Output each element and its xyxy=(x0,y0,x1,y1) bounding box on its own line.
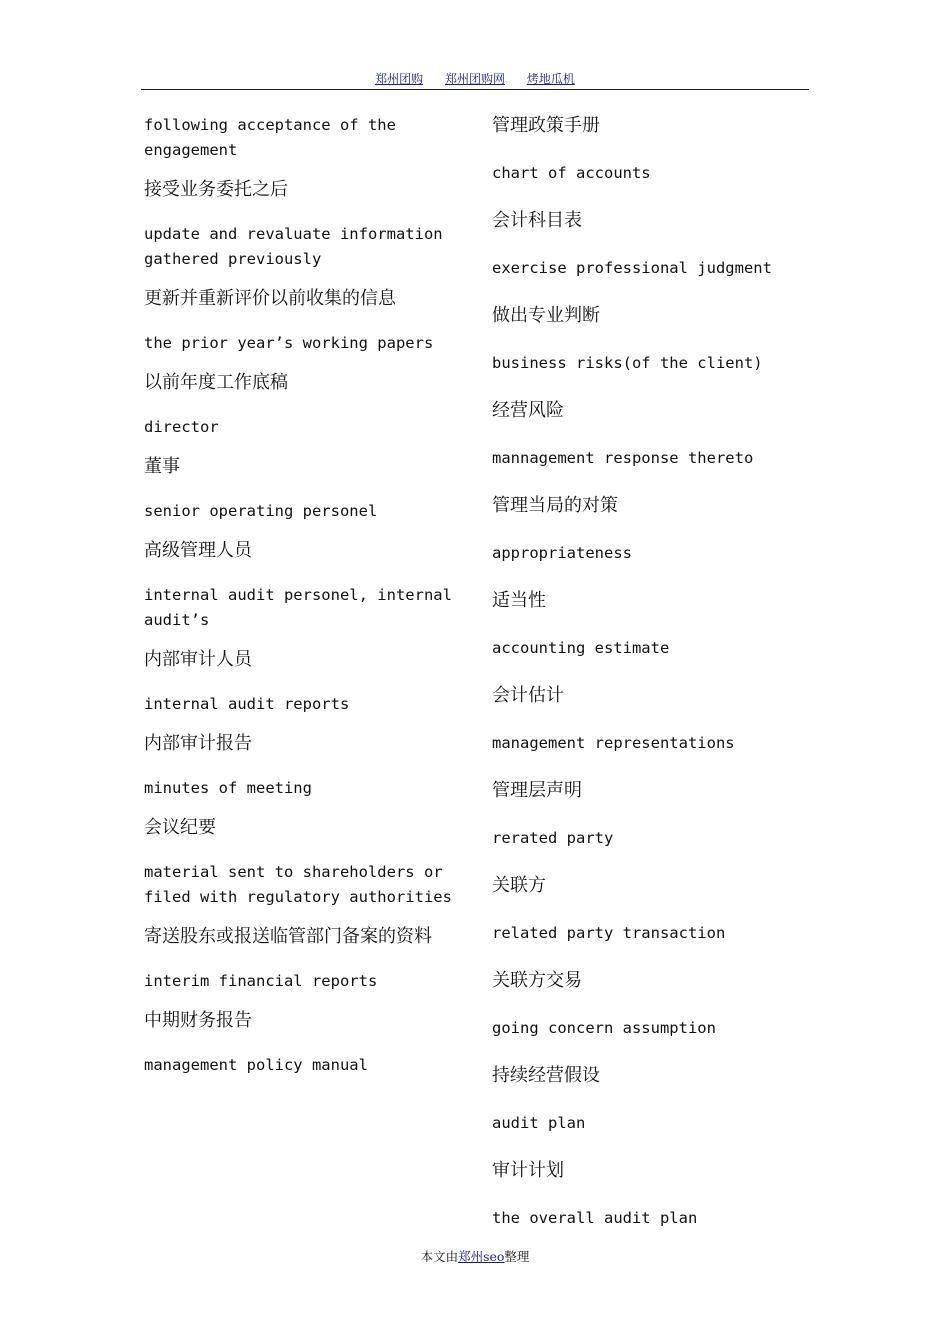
term-zh: 管理层声明 xyxy=(492,780,582,801)
term-en: following acceptance of the engagement xyxy=(144,116,396,159)
term-en: exercise professional judgment xyxy=(492,259,772,277)
term-zh: 以前年度工作底稿 xyxy=(144,372,288,393)
term-zh: 高级管理人员 xyxy=(144,540,252,561)
term-zh: 持续经营假设 xyxy=(492,1065,600,1086)
term-en: the overall audit plan xyxy=(492,1209,698,1227)
term-zh: 董事 xyxy=(144,456,180,477)
term-en: minutes of meeting xyxy=(144,779,312,797)
term-zh: 寄送股东或报送临管部门备案的资料 xyxy=(144,926,432,947)
term-zh: 关联方 xyxy=(492,875,546,896)
right-column xyxy=(492,113,812,1253)
term-en: related party transaction xyxy=(492,924,726,942)
term-en: interim financial reports xyxy=(144,972,378,990)
term-zh: 关联方交易 xyxy=(492,970,582,991)
term-en: internal audit reports xyxy=(144,695,350,713)
term-en: the prior year’s working papers xyxy=(144,334,434,352)
term-zh: 中期财务报告 xyxy=(144,1010,252,1031)
term-zh: 管理当局的对策 xyxy=(492,495,618,516)
term-zh: 管理政策手册 xyxy=(492,115,600,136)
term-zh: 内部审计人员 xyxy=(144,649,252,670)
term-en: material sent to shareholders or filed with regulatory authorities xyxy=(144,863,452,906)
term-en: director xyxy=(144,418,219,436)
term-en: going concern assumption xyxy=(492,1019,716,1037)
term-en: internal audit personel, internal audit’s xyxy=(144,586,452,629)
term-en: audit plan xyxy=(492,1114,586,1132)
page-header xyxy=(141,70,809,90)
term-en: accounting estimate xyxy=(492,639,670,657)
header-link-zhengzhou-tuangou[interactable]: 郑州团购 xyxy=(375,72,424,86)
term-zh: 接受业务委托之后 xyxy=(144,179,288,200)
term-zh: 审计计划 xyxy=(492,1160,564,1181)
footer-link-zhengzhou-seo[interactable]: 郑州seo xyxy=(458,1249,505,1264)
term-zh: 经营风险 xyxy=(492,400,564,421)
term-en: mannagement response thereto xyxy=(492,449,754,467)
term-en: chart of accounts xyxy=(492,164,651,182)
term-en: management representations xyxy=(492,734,735,752)
term-zh: 内部审计报告 xyxy=(144,733,252,754)
header-link-kaodigua-ji[interactable]: 烤地瓜机 xyxy=(526,72,575,86)
term-en: management policy manual xyxy=(144,1056,368,1074)
left-column xyxy=(144,113,464,1092)
term-en: senior operating personel xyxy=(144,502,378,520)
term-en: appropriateness xyxy=(492,544,632,562)
term-en: rerated party xyxy=(492,829,614,847)
term-zh: 会议纪要 xyxy=(144,817,216,838)
page-footer xyxy=(0,1248,950,1266)
footer-prefix: 本文由 xyxy=(420,1249,459,1264)
term-en: business risks(of the client) xyxy=(492,354,763,372)
term-zh: 会计估计 xyxy=(492,685,564,706)
footer-suffix: 整理 xyxy=(504,1249,530,1264)
header-link-zhengzhou-tuangou-wang[interactable]: 郑州团购网 xyxy=(444,72,505,86)
term-zh: 更新并重新评价以前收集的信息 xyxy=(144,288,396,309)
term-zh: 会计科目表 xyxy=(492,210,582,231)
term-zh: 做出专业判断 xyxy=(492,305,600,326)
term-zh: 适当性 xyxy=(492,590,546,611)
term-en: update and revaluate information gathered previously xyxy=(144,225,443,268)
